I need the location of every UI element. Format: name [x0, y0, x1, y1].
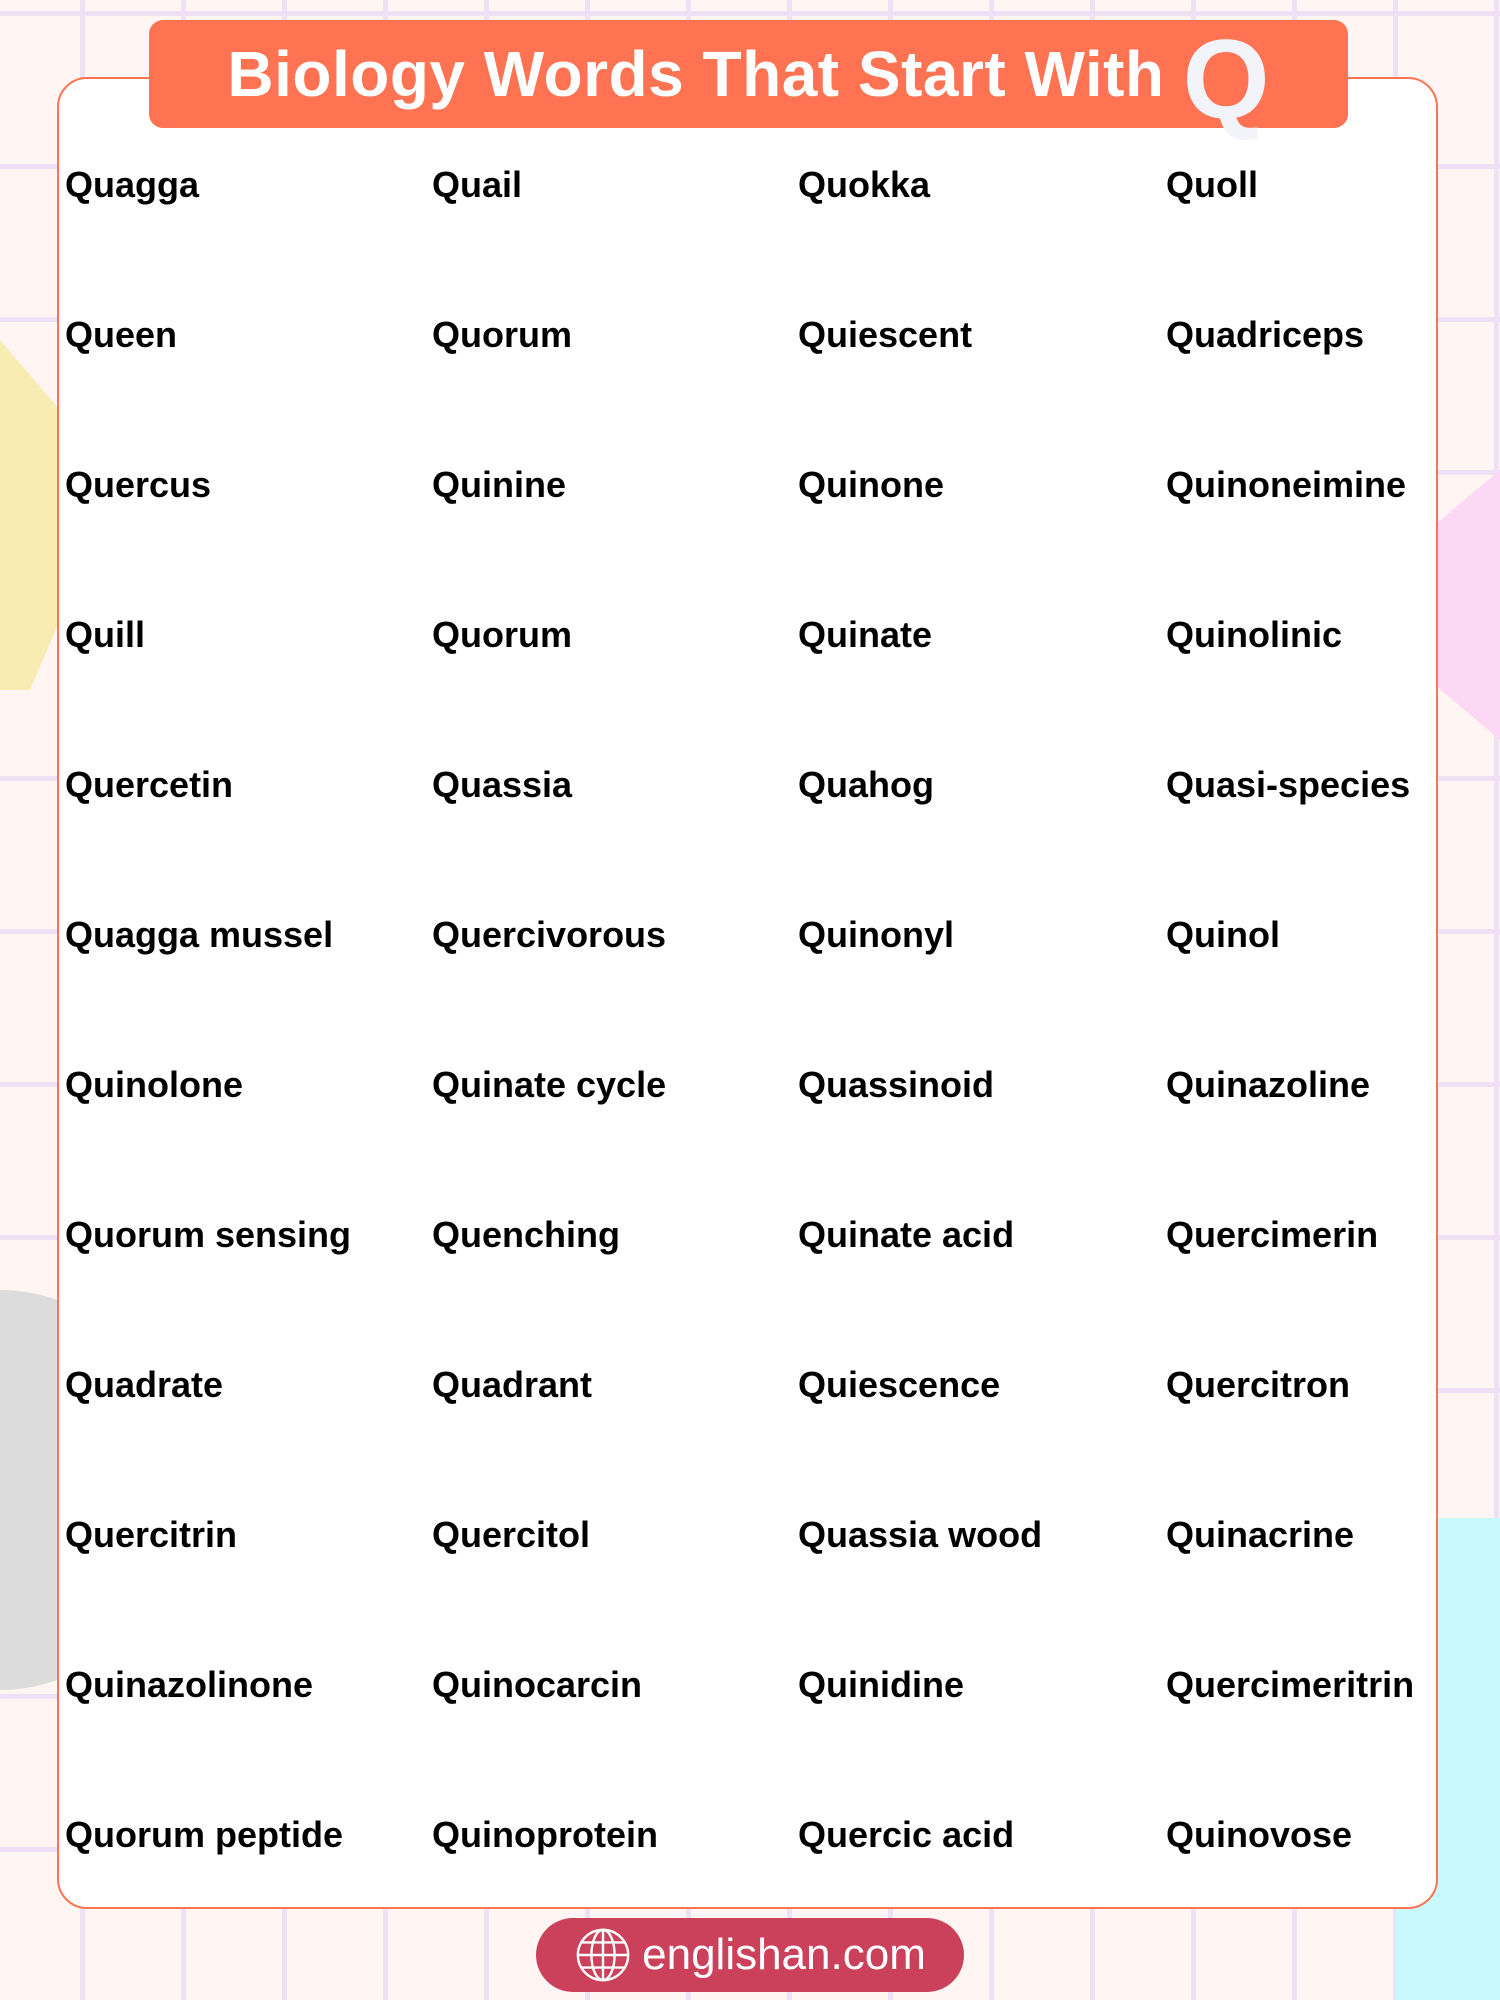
word-item: Quail — [432, 164, 523, 205]
word-item: Quercivorous — [432, 914, 667, 955]
word-item: Quercic acid — [798, 1814, 1015, 1855]
word-item: Quorum peptide — [65, 1814, 343, 1855]
word-item: Quadrant — [432, 1364, 593, 1405]
word-item: Queen — [65, 314, 178, 355]
word-item: Quassinoid — [798, 1064, 995, 1105]
word-item: Quinovose — [1166, 1814, 1353, 1855]
word-item: Quinonyl — [798, 914, 954, 955]
decorative-yellow-shape — [0, 340, 60, 690]
page-title: Biology Words That Start With — [227, 38, 1165, 110]
word-item: Quadriceps — [1166, 314, 1365, 355]
word-item: Quercitrin — [65, 1514, 238, 1555]
word-item: Quinidine — [798, 1664, 964, 1705]
word-item: Quasi-species — [1166, 764, 1411, 805]
word-item: Quinine — [432, 464, 566, 505]
word-item: Quinazolinone — [65, 1664, 313, 1705]
title-banner — [149, 17, 1348, 142]
word-item: Quadrate — [65, 1364, 224, 1405]
word-item: Quercetin — [65, 764, 234, 805]
word-item: Quokka — [798, 164, 931, 205]
website-badge[interactable] — [536, 1918, 964, 1992]
word-item: Quinoprotein — [432, 1814, 658, 1855]
word-item: Quinolinic — [1166, 614, 1342, 655]
word-item: Quinolone — [65, 1064, 243, 1105]
word-item: Quahog — [798, 764, 934, 805]
word-item: Quercus — [65, 464, 212, 505]
word-item: Quercitol — [432, 1514, 591, 1555]
word-item: Quenching — [432, 1214, 620, 1255]
word-item: Quagga — [65, 164, 200, 205]
word-item: Quassia wood — [798, 1514, 1043, 1555]
word-item: Quinacrine — [1166, 1514, 1355, 1555]
word-item: Quinone — [798, 464, 944, 505]
word-item: Quercimeritrin — [1166, 1664, 1415, 1705]
word-item: Quinate acid — [798, 1214, 1015, 1255]
website-url: englishan.com — [642, 1930, 926, 1979]
word-item: Quiescence — [798, 1364, 1001, 1405]
title-letter: Q — [1182, 17, 1270, 142]
word-item: Quinoneimine — [1166, 464, 1407, 505]
word-item: Quinate — [798, 614, 933, 655]
word-item: Quinol — [1166, 914, 1280, 955]
word-item: Quassia — [432, 764, 573, 805]
word-item: Quercimerin — [1166, 1214, 1379, 1255]
word-item: Quorum — [432, 614, 572, 655]
word-item: Quorum — [432, 314, 572, 355]
word-item: Quercitron — [1166, 1364, 1351, 1405]
word-item: Quinazoline — [1166, 1064, 1371, 1105]
word-item: Quill — [65, 614, 145, 655]
word-item: Quorum sensing — [65, 1214, 352, 1255]
word-item: Quinate cycle — [432, 1064, 667, 1105]
word-item: Quiescent — [798, 314, 973, 355]
word-item: Quinocarcin — [432, 1664, 643, 1705]
word-item: Quagga mussel — [65, 914, 334, 955]
globe-icon — [574, 1926, 632, 1984]
word-item: Quoll — [1166, 164, 1258, 205]
